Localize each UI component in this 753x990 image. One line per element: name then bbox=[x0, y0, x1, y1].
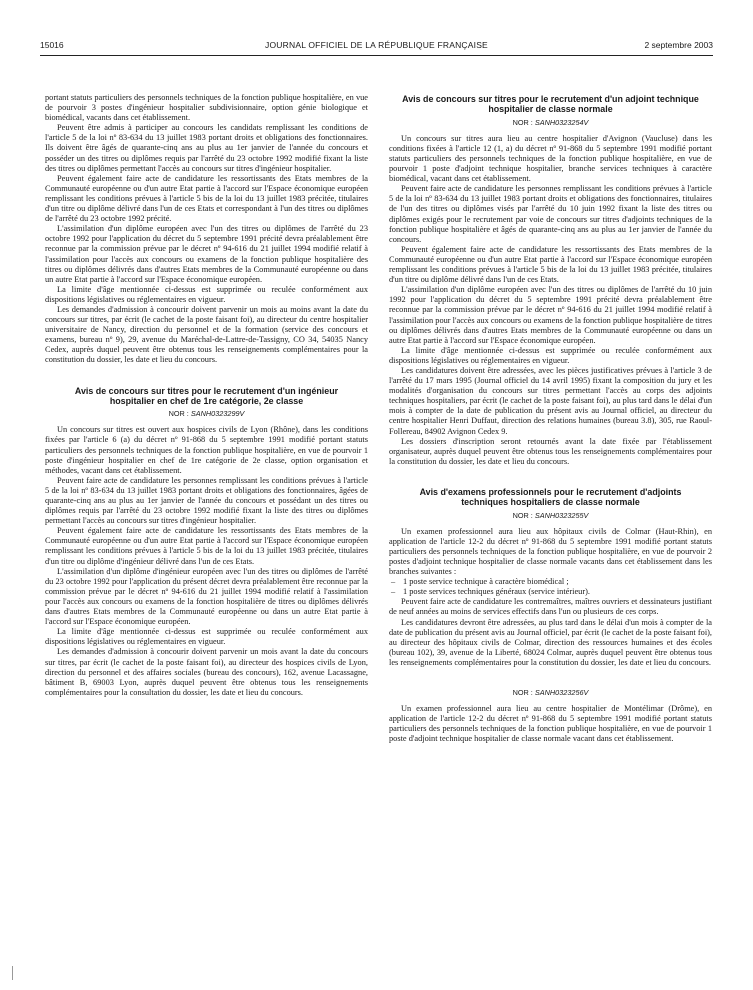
nor-code: SANH0323254V bbox=[534, 117, 589, 127]
paragraph: Peuvent faire acte de candidature les contremaîtres, maîtres ouvriers et dessinateurs justifiant de neuf années au moins de services effectifs dans l'un ou plusieurs de ces corps. bbox=[389, 597, 712, 617]
paragraph: Les demandes d'admission à concourir doivent parvenir un mois au moins avant la date du concours sur titres, par écrit (le cachet de la poste faisant foi), au directeur du centre hospitalier universitaire de Nancy, direction du personnel et de la formation (service des concours et examens, bureau nº 9), 29, avenue du Maréchal-de-Lattre-de-Tassigny, CO 34, 54035 Nancy Cedex, auprès duquel peuvent être obtenus tous les renseignements complémentaires pour la constitution du dossier, les date et lieu du concours. bbox=[45, 304, 368, 365]
page-number: 15016 bbox=[40, 40, 64, 50]
notice-title: Avis de concours sur titres pour le recrutement d'un ingénieur hospitalier en chef de 1re catégorie, 2e classe bbox=[74, 385, 339, 406]
paragraph: Un concours sur titres est ouvert aux hospices civils de Lyon (Rhône), dans les conditions fixées par l'article 6 (a) du décret nº 91-868 du 5 septembre 1991 modifié portant statuts particuliers des personnels techniques de la fonction publique hospitalière, en vue de pourvoir 1 poste d'ingénieur hospitalier en chef de 1re catégorie de 2e classe, option organisation et méthodes, vacant dans cet établissement. bbox=[45, 425, 368, 475]
notice-title: Avis de concours sur titres pour le recrutement d'un adjoint technique hospitalier de classe normale bbox=[402, 94, 699, 115]
nor-reference bbox=[389, 118, 712, 127]
paragraph: L'assimilation d'un diplôme européen avec l'un des titres ou diplômes de l'arrêté du 10 juin 1992 pour l'application du décret du 5 septembre 1991 précité devra préalablement être reconnue par la commission prévue par le décret nº 94-616 du 21 juillet 1994 modifié relatif à l'assimilation pour l'accès aux concours ou examens de la fonction publique hospitalière de titres ou diplômes délivrés dans d'autres Etats membres de la Communauté européenne ou dans un autre Etat partie à l'accord sur l'Espace économique européen. bbox=[389, 285, 712, 345]
paragraph: Peuvent également faire acte de candidature les ressortissants des Etats membres de la Communauté européenne ou d'un autre Etat partie à l'accord sur l'Espace économique européen remplissant les conditions prévues à l'article 5 bis de la loi du 13 juillet 1983 précitée, titulaires d'un titre ou diplôme d'ingénieur délivré dans l'un de ces Etats. bbox=[45, 526, 368, 566]
publication-date: 2 septembre 2003 bbox=[644, 40, 713, 50]
paragraph: portant statuts particuliers des personnels techniques de la fonction publique hospitalière, en vue de pourvoir 3 postes d'ingénieur hospitalier subdivisionnaire, option génie biologique et biomédical, vacants dans cet établissement. bbox=[45, 93, 368, 123]
header-rule bbox=[40, 55, 713, 56]
paragraph: Les dossiers d'inscription seront retournés avant la date fixée par l'établissement organisateur, auprès duquel peuvent être obtenus tous les renseignements complémentaires pour la constitution du dossier, les date et lieu du concours. bbox=[389, 436, 712, 466]
nor-code: SANH0323256V bbox=[534, 688, 589, 698]
paragraph: La limite d'âge mentionnée ci-dessus est supprimée ou reculée conformément aux dispositions législatives ou réglementaires en vigueur. bbox=[45, 284, 368, 304]
paragraph: Les candidatures doivent être adressées, avec les pièces justificatives prévues à l'article 3 de l'arrêté du 17 mars 1995 (Journal officiel du 14 avril 1995) fixant la composition du jury et les modalités d'organisation du concours sur titres permettant l'accès au corps des adjoints techniques hospitaliers, par écrit (le cachet de la poste faisant foi), au plus tard dans le délai d'un mois à compter de la date de publication du présent avis au Journal officiel, au directeur du centre hospitalier Henri Duffaut, direction des relations humaines (bureau 3.8), 305, rue Raoul-Follereau, 84902 Avignon Cedex 9. bbox=[389, 365, 712, 436]
right-column bbox=[389, 94, 712, 744]
list-item: – 1 poste services techniques généraux (service intérieur). bbox=[389, 587, 712, 597]
nor-reference bbox=[389, 511, 712, 520]
post-list bbox=[389, 577, 712, 597]
paragraph: Les candidatures devront être adressées, au plus tard dans le délai d'un mois à compter de la date de publication du présent avis au Journal officiel, par écrit (le cachet de la poste faisant foi), au directeur des hôpitaux civils de Colmar, direction des ressources humaines et des écoles (bureau 102), 39, avenue de la Liberté, 68024 Colmar, auprès duquel peuvent être obtenus tous les renseignements complémentaires pour la constitution du dossier, les date et lieu du concours. bbox=[389, 617, 712, 667]
paragraph: Peuvent également faire acte de candidature les ressortissants des Etats membres de la Communauté européenne ou d'un autre Etat partie à l'accord sur l'Espace économique européen remplissant les conditions prévues à l'article 5 bis de la loi du 13 juillet 1983 précitée, titulaires d'un titre ou diplôme délivré dans l'un de ces Etats et correspondant à l'un des titres ou diplômes de l'arrêté du 23 octobre 1992 précité. bbox=[45, 173, 368, 224]
paragraph: L'assimilation d'un diplôme d'ingénieur européen avec l'un des titres ou diplômes de l'arrêté du 23 octobre 1992 pour l'application du présent décret devra préalablement être reconnue par la commission prévue par le décret nº 94-616 du 21 juillet 1994 modifié relatif à l'assimilation pour l'accès aux concours ou examens de la fonction hospitalière de titres ou diplômes délivrés dans d'autres Etats membres de la Communauté européenne ou dans un autre Etat partie à l'accord sur l'Espace économique européen. bbox=[45, 566, 368, 627]
nor-label: NOR : bbox=[512, 688, 533, 698]
nor-label: NOR : bbox=[168, 409, 189, 419]
notice-section bbox=[389, 688, 712, 744]
nor-reference bbox=[389, 688, 712, 697]
paragraph: La limite d'âge mentionnée ci-dessus est supprimée ou reculée conformément aux dispositions législatives ou réglementaires en vigueur. bbox=[45, 627, 368, 647]
notice-section bbox=[389, 487, 712, 668]
notice-section bbox=[389, 94, 712, 467]
paragraph: Peuvent faire acte de candidature les personnes remplissant les conditions prévues à l'article 5 de la loi nº 83-634 du 13 juillet 1983 portant droits et obligations des fonctionnaires, âgées de quarante-cinq ans au plus au 1er janvier de l'année du concours et possédant un des titres ou diplômes requis par l'arrêté du 23 octobre 1992 modifié fixant la liste des titres ou diplômes permettant l'accès au concours sur titres d'ingénieur hospitalier. bbox=[45, 475, 368, 526]
paragraph: L'assimilation d'un diplôme européen avec l'un des titres ou diplômes de l'arrêté du 23 octobre 1992 pour l'application du décret du 5 septembre 1991 précité devra préalablement être reconnue par la commission prévue par le décret nº 94-616 du 21 juillet 1994 modifié relatif à l'assimilation pour l'accès aux concours ou examens de la fonction publique hospitalière des titres ou diplômes délivrés dans d'autres Etats membres de la Communauté européenne ou dans un autre Etat partie à l'accord sur l'Espace économique européen. bbox=[45, 224, 368, 284]
paragraph: Un examen professionnel aura lieu au centre hospitalier de Montélimar (Drôme), en application de l'article 12-2 du décret nº 91-868 du 5 septembre 1991 modifié portant statuts particuliers des personnels techniques de la fonction publique hospitalière, en vue de pourvoir 1 poste d'adjoint technique hospitalier de classe normale vacant dans cet établissement. bbox=[389, 704, 712, 744]
paragraph: La limite d'âge mentionnée ci-dessus est supprimée ou reculée conformément aux dispositions législatives ou réglementaires en vigueur. bbox=[389, 345, 712, 365]
nor-label: NOR : bbox=[512, 117, 533, 127]
margin-mark bbox=[12, 966, 15, 980]
nor-code: SANH0323255V bbox=[534, 510, 589, 520]
nor-code: SANH0323299V bbox=[190, 409, 245, 419]
paragraph: Un examen professionnel aura lieu aux hôpitaux civils de Colmar (Haut-Rhin), en application de l'article 12-2 du décret nº 91-868 du 5 septembre 1991 modifié portant statuts particuliers des personnels techniques de la fonction publique hospitalière, en vue de pourvoir 2 postes d'adjoint technique hospitalier de classe normale vacants dans cet établissement dans les branches suivantes : bbox=[389, 526, 712, 577]
page-header bbox=[40, 40, 713, 54]
journal-title: JOURNAL OFFICIEL DE LA RÉPUBLIQUE FRANÇAISE bbox=[265, 40, 488, 50]
paragraph: Peuvent être admis à participer au concours les candidats remplissant les conditions de l'article 5 de la loi nº 83-634 du 13 juillet 1983 portant droits et obligations des fonctionnaires. Ils doivent être âgés de quarante-cinq ans au plus au 1er janvier de l'année du concours et posséder un des titres ou diplômes requis par l'arrêté du 23 octobre 1992 modifié fixant la liste des titres ou diplômes permettant l'accès au concours sur titres d'ingénieur hospitalier. bbox=[45, 123, 368, 173]
left-column bbox=[45, 93, 368, 698]
notice-section bbox=[45, 386, 368, 698]
paragraph: Peuvent également faire acte de candidature les ressortissants des Etats membres de la Communauté européenne ou d'un autre Etat partie à l'accord sur l'Espace économique européen remplissant les conditions prévues à l'article 5 bis de la loi du 13 juillet 1983 précitée, titulaires d'un titre ou diplôme délivré dans l'un de ces Etats. bbox=[389, 244, 712, 285]
notice-title: Avis d'examens professionnels pour le recrutement d'adjoints techniques hospitaliers de classe normale bbox=[419, 486, 682, 508]
list-item: – 1 poste service technique à caractère biomédical ; bbox=[389, 577, 712, 587]
paragraph: Un concours sur titres aura lieu au centre hospitalier d'Avignon (Vaucluse) dans les conditions fixées à l'article 12 (1, a) du décret nº 91-868 du 5 septembre 1991 modifié portant statuts particuliers des personnels techniques de la fonction publique hospitalière, en vue de pourvoir 1 poste d'adjoint technique hospitalier, branche services techniques à caractère biomédical, vacant dans cet établissement. bbox=[389, 133, 712, 184]
paragraph: Les demandes d'admission à concourir doivent parvenir un mois avant la date du concours sur titres, par écrit (le cachet de la poste faisant foi), au directeur des hospices civils de Lyon, direction du personnel et des affaires sociales (bureau des concours), 162, avenue Lacassagne, bâtiment B, 69003 Lyon, auprès duquel peuvent être obtenus tous les renseignements complémentaires pour la consultation du dossier, les date et lieu du concours. bbox=[45, 647, 368, 697]
paragraph: Peuvent faire acte de candidature les personnes remplissant les conditions prévues à l'article 5 de la loi nº 83-634 du 13 juillet 1983 portant droits et obligations des fonctionnaires, titulaires de l'un des titres ou diplômes visés par l'arrêté du 10 juin 1992 fixant la liste des titres ou diplômes exigés pour le recrutement par voie de concours sur titres d'adjoints techniques de la fonction publique hospitalière et âgés de quarante-cinq ans au plus au 1er janvier de l'année du concours. bbox=[389, 184, 712, 244]
nor-label: NOR : bbox=[512, 510, 533, 520]
nor-reference bbox=[45, 409, 368, 418]
